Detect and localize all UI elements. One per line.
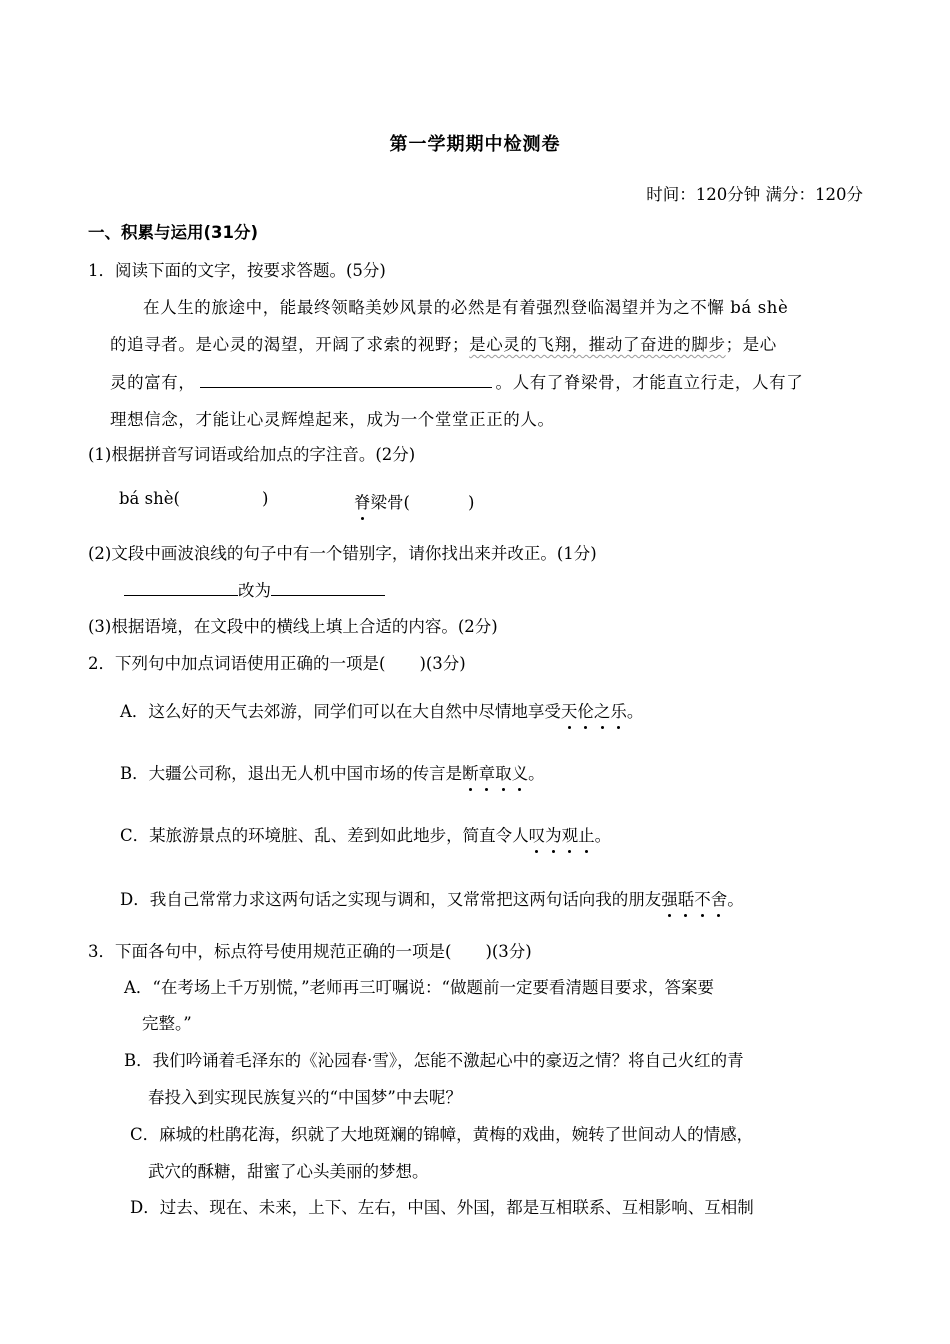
dotted-char: 章: [479, 760, 496, 784]
paren: ): [261, 489, 269, 508]
wrong-char-blank[interactable]: [124, 594, 238, 596]
option-text: 。: [727, 890, 744, 909]
option-text: 我们吟诵着毛泽东的《沁园春·雪》，怎能不激起心中的豪迈之情？将自己火红的青: [152, 1051, 744, 1070]
option-label: C．: [120, 826, 150, 845]
option-label: B．: [124, 1051, 153, 1070]
change-to-label: 改为: [238, 581, 271, 600]
dotted-char: 不: [694, 886, 711, 910]
exam-meta: 时间：120分钟 满分：120分: [646, 185, 863, 204]
section-heading: 一、积累与运用(31分): [88, 223, 259, 242]
stem-text: 3．下面各句中，标点符号使用规范正确的一项是(: [88, 942, 452, 961]
option-label: D．: [120, 890, 150, 909]
q3-option-a: [124, 974, 714, 998]
passage-text: ；是心: [725, 335, 777, 354]
stem-text: )(3分): [485, 942, 532, 961]
page-title: 第一学期期中检测卷: [389, 134, 561, 155]
passage-line: [110, 369, 803, 393]
option-text: “在考场上千万别慌，”老师再三叮嘱说：“做题前一定要看清题目要求，答案要: [152, 978, 714, 997]
option-text: 过去、现在、未来，上下、左右，中国、外国，都是互相联系、互相影响、互相制: [159, 1198, 754, 1217]
correct-char-blank[interactable]: [271, 594, 385, 596]
subquestion-3-stem: (3)根据语境，在文段中的横线上填上合适的内容。(2分): [88, 617, 498, 636]
fill-in-blank[interactable]: [200, 386, 492, 388]
paren: ): [467, 493, 475, 512]
option-text: 。: [626, 702, 644, 721]
dotted-char: 叹: [529, 822, 546, 846]
q3-option-c: [130, 1121, 753, 1145]
dotted-char: 脊: [354, 489, 371, 513]
passage-line: [110, 331, 777, 355]
q2-option-d: [120, 886, 744, 910]
q2-option-b: [120, 760, 545, 784]
pinyin-answer-slot: [119, 489, 268, 508]
dotted-char: 观: [562, 822, 579, 846]
dotted-char: 天: [561, 698, 578, 722]
q2-option-c: [120, 822, 611, 846]
option-label: B．: [120, 764, 149, 783]
option-text: 。: [594, 826, 612, 845]
dotted-char: 乐: [610, 698, 627, 722]
q3-option-c-cont: 武穴的酥糖，甜蜜了心头美丽的梦想。: [148, 1162, 429, 1181]
option-text: 我自己常常力求这两句话之实现与调和，又常常把这两句话向我的朋友: [149, 890, 662, 909]
passage-text: 灵的富有，: [110, 373, 196, 392]
dotted-char: 伦: [577, 698, 594, 722]
dotted-char: 义: [512, 760, 529, 784]
option-text: 大疆公司称，退出无人机中国市场的传言是: [148, 764, 463, 783]
option-text: 麻城的杜鹃花海，织就了大地斑斓的锦幛，黄梅的戏曲，婉转了世间动人的情感，: [159, 1125, 754, 1144]
q3-option-b: [124, 1047, 744, 1071]
q3-option-b-cont: 春投入到实现民族复兴的“中国梦”中去呢？: [148, 1088, 462, 1107]
dotted-char: 聒: [678, 886, 695, 910]
stem-text: )(3分): [419, 654, 466, 673]
passage-line: 在人生的旅途中，能最终领略美妙风景的必然是有着强烈登临渴望并为之不懈 bá shè: [143, 298, 789, 317]
correction-answer-line: [124, 577, 385, 601]
dotted-char: 断: [462, 760, 479, 784]
word-label: 梁骨(: [370, 493, 410, 512]
q3-option-a-cont: 完整。”: [142, 1014, 192, 1033]
dotted-char: 为: [545, 822, 562, 846]
passage-text: 的追寻者。是心灵的渴望，开阔了求索的视野；: [110, 335, 470, 354]
dotted-char: 之: [594, 698, 611, 722]
subquestion-1-stem: (1)根据拼音写词语或给加点的字注音。(2分): [88, 445, 416, 464]
option-text: 这么好的天气去郊游，同学们可以在大自然中尽情地享受: [148, 702, 561, 721]
phonetic-answer-slot: [354, 489, 474, 513]
pinyin-label: bá shè(: [119, 489, 180, 508]
dotted-char: 强: [661, 886, 678, 910]
option-text: 。: [528, 764, 545, 783]
option-label: D．: [130, 1198, 160, 1217]
question-1-stem: 1．阅读下面的文字，按要求答题。(5分): [88, 261, 386, 280]
dotted-char: 舍: [711, 886, 728, 910]
question-3-stem: [88, 938, 532, 962]
stem-text: 2．下列句中加点词语使用正确的一项是(: [88, 654, 386, 673]
passage-text: 。人有了脊梁骨，才能直立行走，人有了: [495, 373, 804, 392]
option-text: 某旅游景点的环境脏、乱、差到如此地步，简直令人: [149, 826, 529, 845]
q3-option-d: [130, 1194, 754, 1218]
question-2-stem: [88, 650, 466, 674]
q2-option-a: [120, 698, 643, 722]
passage-line: 理想信念，才能让心灵辉煌起来，成为一个堂堂正正的人。: [110, 410, 555, 429]
option-label: A．: [120, 702, 149, 721]
wavy-underlined-sentence: 是心灵的飞翔，摧动了奋进的脚步: [469, 335, 726, 354]
subquestion-2-stem: (2)文段中画波浪线的句子中有一个错别字，请你找出来并改正。(1分): [88, 544, 597, 563]
option-label: C．: [130, 1125, 160, 1144]
option-label: A．: [124, 978, 153, 997]
dotted-char: 取: [495, 760, 512, 784]
dotted-char: 止: [578, 822, 595, 846]
